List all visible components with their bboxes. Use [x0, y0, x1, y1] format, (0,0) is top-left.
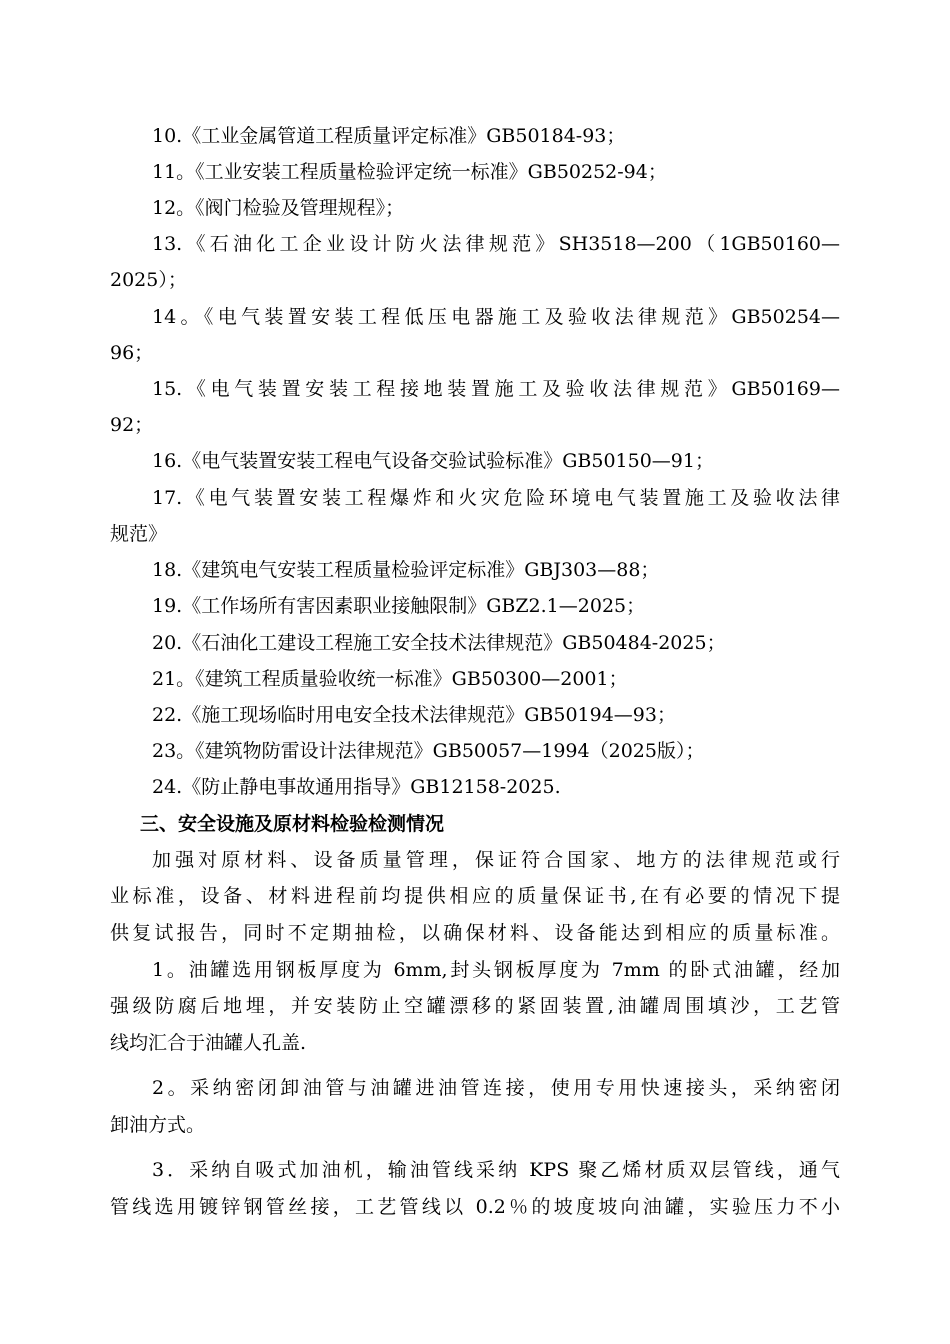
- list-item: 23。《建筑物防雷设计法律规范》GB50057—1994（2025版）；: [152, 740, 705, 762]
- list-item: 16.《电气装置安装工程电气设备交验试验标准》GB50150—91；: [152, 450, 714, 472]
- list-item-continuation: 96；: [110, 342, 154, 364]
- list-item: 12。《阀门检验及管理规程》；: [152, 197, 405, 219]
- paragraph-line: 加强对原材料、设备质量管理，保证符合国家、地方的法律规范或行: [152, 849, 840, 871]
- section-heading: 三、安全设施及原材料检验检测情况: [140, 813, 445, 835]
- paragraph-line: 卸油方式。: [110, 1114, 206, 1136]
- list-item: 10.《工业金属管道工程质量评定标准》GB50184-93；: [152, 125, 626, 147]
- list-item: 24.《防止静电事故通用指导》GB12158-2025.: [152, 776, 561, 798]
- list-item: 15.《电气装置安装工程接地装置施工及验收法律规范》GB50169—: [152, 378, 840, 400]
- paragraph-line: 3．采纳自吸式加油机，输油管线采纳 KPS 聚乙烯材质双层管线，通气: [152, 1159, 840, 1181]
- list-item: 22.《施工现场临时用电安全技术法律规范》GB50194—93；: [152, 704, 676, 726]
- list-item: 20.《石油化工建设工程施工安全技术法律规范》GB50484-2025；: [152, 632, 726, 654]
- paragraph-line: 供复试报告，同时不定期抽检，以确保材料、设备能达到相应的质量标准。: [110, 922, 840, 944]
- paragraph-line: 2。采纳密闭卸油管与油罐进油管连接，使用专用快速接头，采纳密闭: [152, 1077, 840, 1099]
- paragraph-line: 线均汇合于油罐人孔盖.: [110, 1032, 307, 1054]
- list-item-continuation: 规范》: [110, 523, 168, 545]
- paragraph-line: 管线选用镀锌钢管丝接，工艺管线以 0.2％的坡度坡向油罐，实验压力不小: [110, 1196, 840, 1218]
- list-item-continuation: 92；: [110, 414, 154, 436]
- paragraph-line: 业标准，设备、材料进程前均提供相应的质量保证书,在有必要的情况下提: [110, 885, 840, 907]
- list-item: 18.《建筑电气安装工程质量检验评定标准》GBJ303—88；: [152, 559, 660, 581]
- list-item: 19.《工作场所有害因素职业接触限制》GBZ2.1—2025；: [152, 595, 646, 617]
- list-item: 13.《石油化工企业设计防火法律规范》SH3518—200（1GB50160—: [152, 233, 840, 255]
- list-item: 17.《电气装置安装工程爆炸和火灾危险环境电气装置施工及验收法律: [152, 487, 840, 509]
- list-item: 11。《工业安装工程质量检验评定统一标准》GB50252-94；: [152, 161, 667, 183]
- paragraph-line: 1。油罐选用钢板厚度为 6mm,封头钢板厚度为 7mm 的卧式油罐，经加: [152, 959, 840, 981]
- paragraph-line: 强级防腐后地埋，并安装防止空罐漂移的紧固装置,油罐周围填沙，工艺管: [110, 995, 840, 1017]
- list-item: 14。《电气装置安装工程低压电器施工及验收法律规范》GB50254—: [152, 306, 840, 328]
- list-item: 21。《建筑工程质量验收统一标准》GB50300—2001；: [152, 668, 628, 690]
- list-item-continuation: 2025）；: [110, 269, 187, 291]
